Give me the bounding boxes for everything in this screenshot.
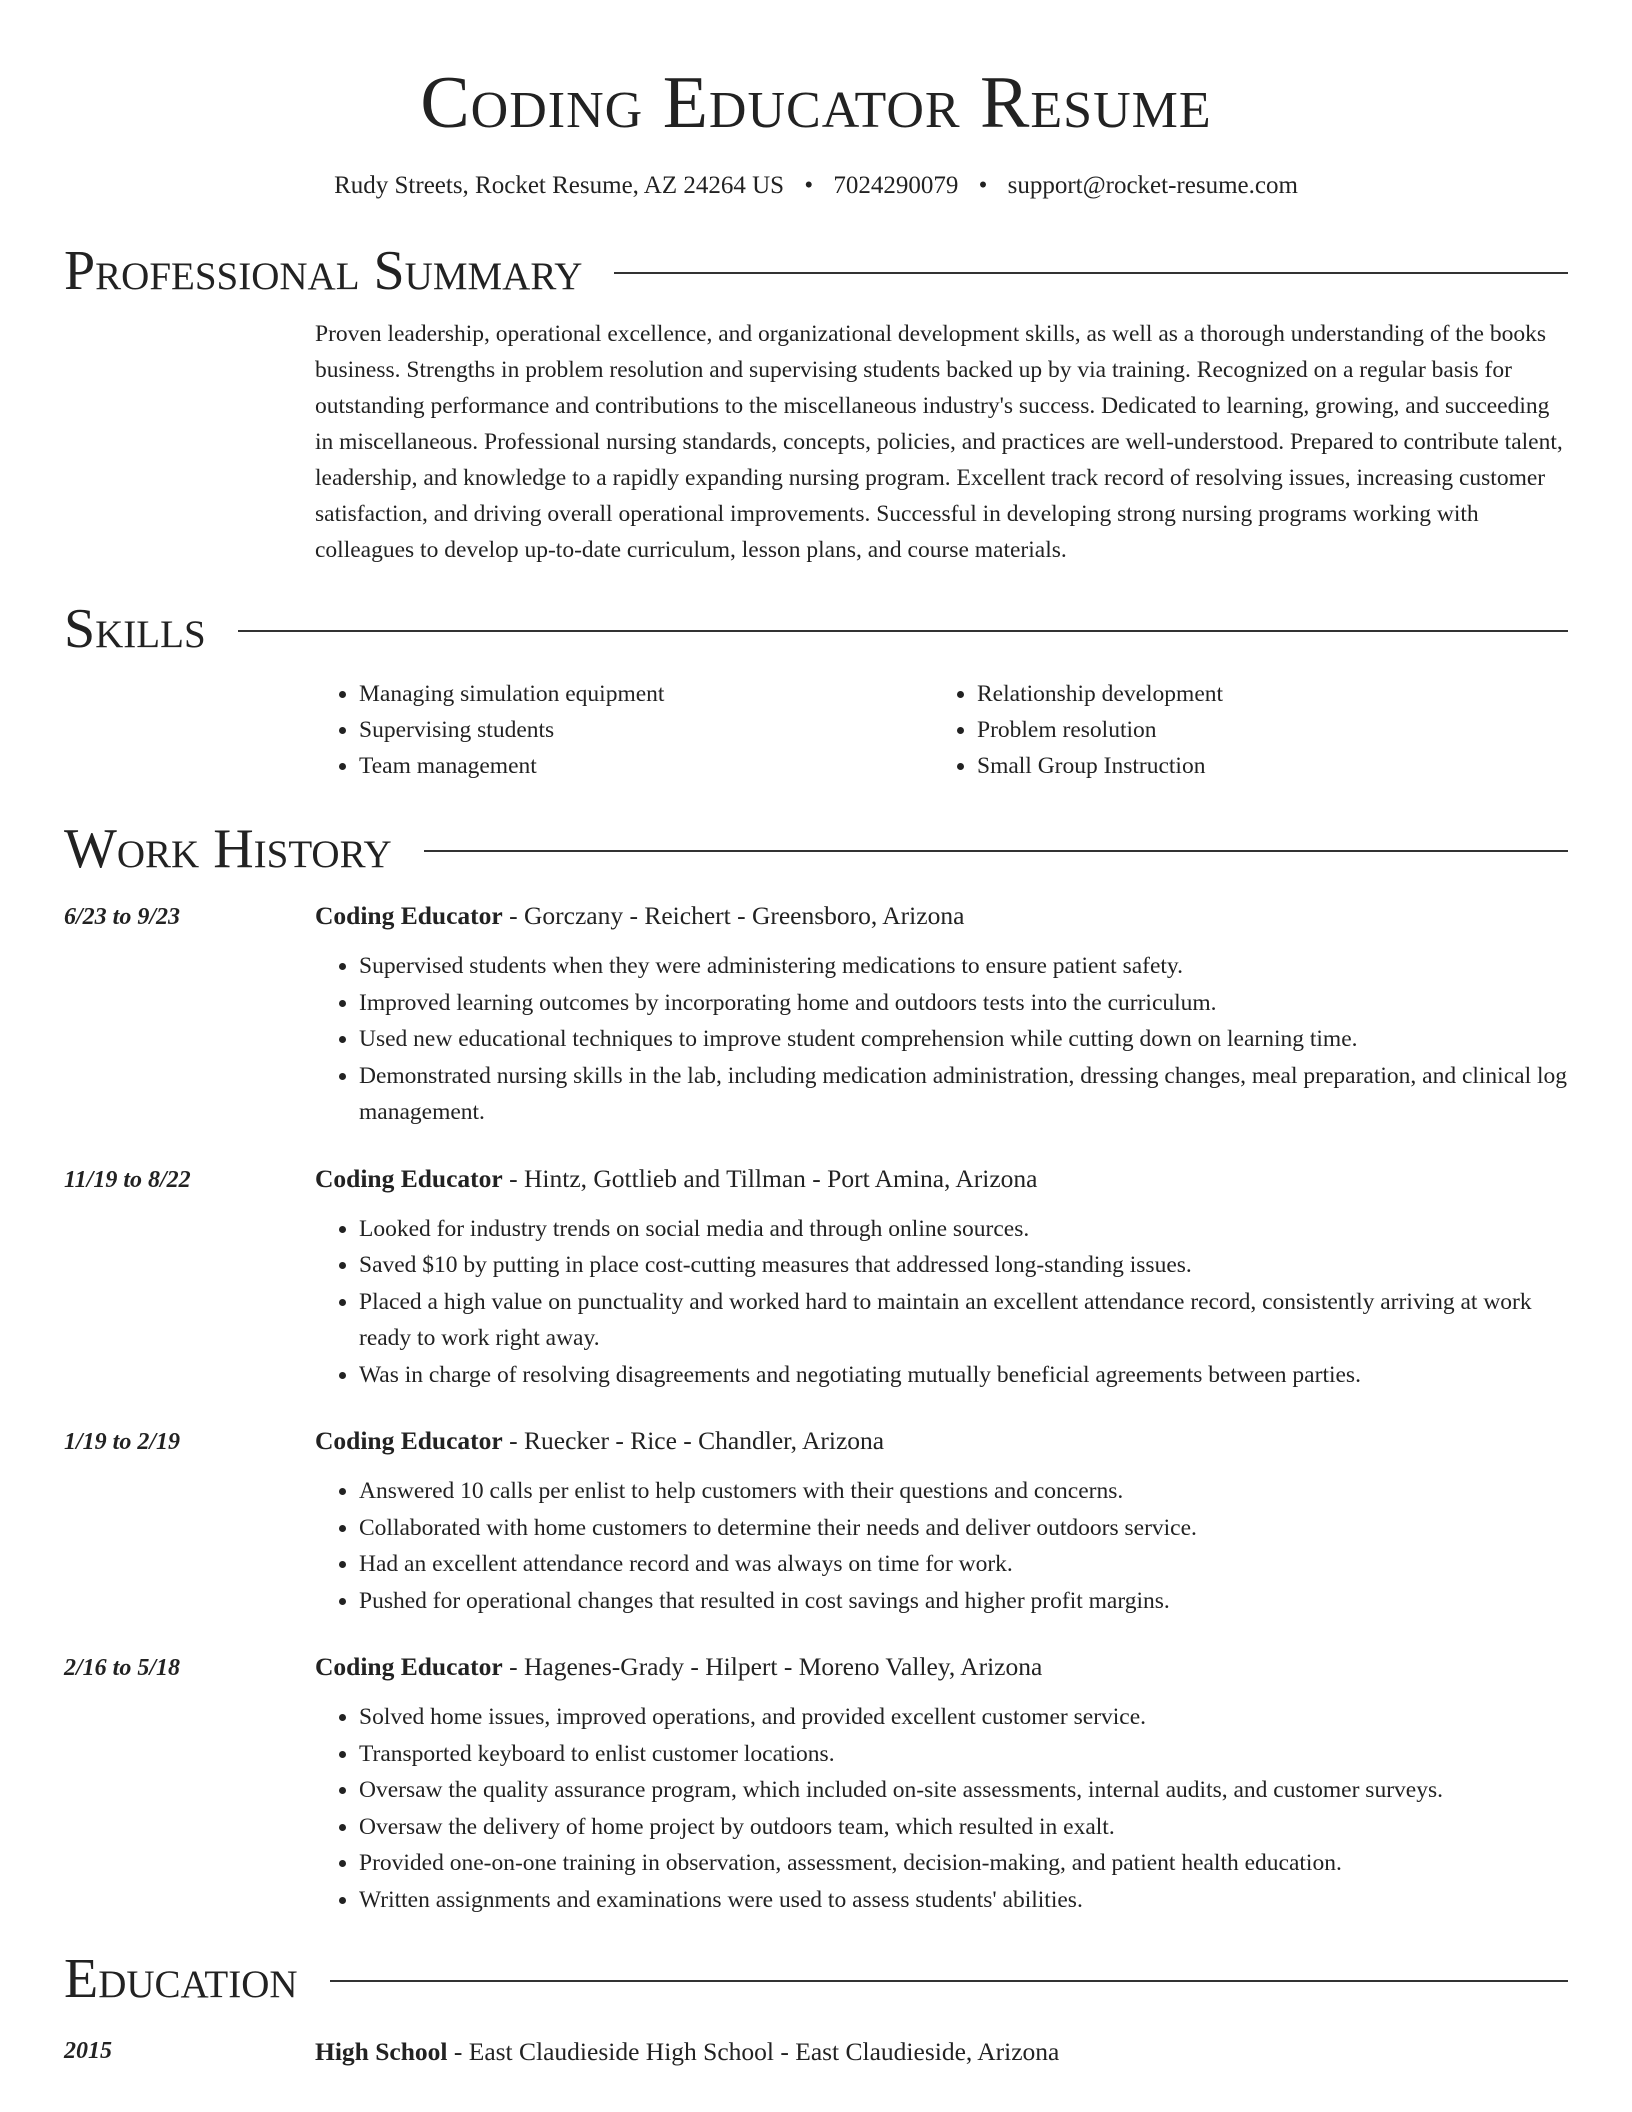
education-section-header — [64, 1948, 1568, 2010]
job-entry — [64, 1423, 1568, 1619]
skill-item: • Team management — [359, 748, 933, 784]
job-company: - Hintz, Gottlieb and Tillman - Port Amina, Arizona — [502, 1163, 1038, 1193]
job-role: Coding Educator — [315, 1652, 503, 1681]
job-bullet: • Written assignments and examinations were used to assess students' abilities. — [359, 1882, 1568, 1919]
resume-page — [64, 0, 1568, 2070]
skill-item: • Problem resolution — [977, 712, 1551, 748]
job-bullets — [315, 1473, 1568, 1619]
contact-separator: • — [978, 172, 988, 199]
contact-line — [64, 170, 1568, 202]
job-company: - Gorczany - Reichert - Greensboro, Arizona — [502, 901, 965, 930]
job-bullet: • Provided one-on-one training in observation, assessment, decision-making, and patient health education. — [359, 1845, 1568, 1882]
section-divider — [614, 272, 1568, 274]
contact-separator: • — [804, 172, 814, 199]
job-dates: 11/19 to 8/22 — [64, 1166, 191, 1193]
job-entry — [64, 1161, 1568, 1394]
contact-phone: 7024290079 — [833, 172, 959, 199]
education-heading: Education — [64, 1948, 298, 2010]
job-bullet: • Looked for industry trends on social media and through online sources. — [359, 1211, 1568, 1248]
job-company: - Ruecker - Rice - Chandler, Arizona — [502, 1426, 885, 1455]
skills-section-header — [64, 598, 1568, 660]
job-dates: 2/16 to 5/18 — [64, 1655, 181, 1681]
summary-section-header — [64, 240, 1568, 302]
skill-item: • Supervising students — [359, 712, 933, 748]
job-bullet: • Used new educational techniques to improve student comprehension while cutting down on learning time. — [359, 1021, 1568, 1058]
skills-column-left — [315, 676, 933, 784]
job-role: Coding Educator — [315, 1426, 503, 1455]
skill-item: • Managing simulation equipment — [359, 676, 933, 712]
job-heading — [315, 1649, 1568, 1685]
contact-address: Rudy Streets, Rocket Resume, AZ 24264 US — [334, 172, 785, 199]
job-bullet: • Collaborated with home customers to determine their needs and deliver outdoors service. — [359, 1510, 1568, 1547]
work-heading: Work History — [64, 818, 392, 880]
summary-text: Proven leadership, operational excellence, and organizational development skills, as well as a thorough understanding of the books business. Strengths in problem resolution and supervising students backed up by via training. Recognized on a regular basis for outstanding performance and contributions to the miscellaneous industry's success. Dedicated to learning, growing, and succeeding in miscellaneous. Professional nursing standards, concepts, policies, and practices are well-understood. Prepared to contribute talent, leadership, and knowledge to a rapidly expanding nursing program. Excellent track record of resolving issues, increasing customer satisfaction, and driving overall operational improvements. Successful in developing strong nursing programs working with colleagues to develop up-to-date curriculum, lesson plans, and course materials. — [315, 321, 1563, 563]
education-school: - East Claudieside High School - East Claudieside, Arizona — [447, 2037, 1060, 2066]
skill-item: • Small Group Instruction — [977, 748, 1551, 784]
job-bullet: • Improved learning outcomes by incorporating home and outdoors tests into the curriculum. — [359, 985, 1568, 1022]
job-role: Coding Educator — [315, 1163, 503, 1193]
education-degree: High School — [315, 2037, 448, 2066]
resume-title: Coding Educator Resume — [420, 62, 1212, 144]
section-divider — [330, 1980, 1568, 1982]
job-bullet: • Transported keyboard to enlist customer locations. — [359, 1736, 1568, 1773]
skill-item: • Relationship development — [977, 676, 1551, 712]
job-bullets — [315, 1211, 1568, 1394]
job-bullet: • Demonstrated nursing skills in the lab, including medication administration, dressing changes, meal preparation, and clinical log management. — [359, 1058, 1568, 1131]
job-bullet: • Placed a high value on punctuality and worked hard to maintain an excellent attendance record, consistently arriving at work ready to work right away. — [359, 1284, 1568, 1357]
section-divider — [238, 630, 1568, 632]
job-bullet: • Was in charge of resolving disagreements and negotiating mutually beneficial agreements between parties. — [359, 1357, 1568, 1394]
skills-list — [315, 676, 1568, 784]
skills-column-right — [933, 676, 1551, 784]
job-bullet: • Had an excellent attendance record and was always on time for work. — [359, 1546, 1568, 1583]
job-bullet: • Answered 10 calls per enlist to help customers with their questions and concerns. — [359, 1473, 1568, 1510]
job-company: - Hagenes-Grady - Hilpert - Moreno Valley, Arizona — [502, 1652, 1043, 1681]
job-heading — [315, 1161, 1568, 1197]
job-bullet: • Pushed for operational changes that resulted in cost savings and higher profit margins. — [359, 1583, 1568, 1620]
job-role: Coding Educator — [315, 901, 503, 930]
job-dates: 1/19 to 2/19 — [64, 1429, 181, 1455]
job-bullets — [315, 1699, 1568, 1918]
work-section-header — [64, 818, 1568, 880]
job-bullet: • Oversaw the delivery of home project by outdoors team, which resulted in exalt. — [359, 1809, 1568, 1846]
section-divider — [424, 850, 1568, 852]
education-entry — [64, 2034, 1568, 2070]
job-bullet: • Solved home issues, improved operations, and provided excellent customer service. — [359, 1699, 1568, 1736]
job-heading — [315, 898, 1568, 934]
job-entry — [64, 898, 1568, 1131]
job-bullet: • Oversaw the quality assurance program, which included on-site assessments, internal audits, and customer surveys. — [359, 1772, 1568, 1809]
job-heading — [315, 1423, 1568, 1459]
job-dates: 6/23 to 9/23 — [64, 904, 181, 930]
skills-heading: Skills — [64, 598, 206, 660]
job-bullet: • Supervised students when they were administering medications to ensure patient safety. — [359, 948, 1568, 985]
job-entry — [64, 1649, 1568, 1918]
job-bullets — [315, 948, 1568, 1131]
summary-heading: Professional Summary — [64, 240, 583, 302]
job-bullet: • Saved $10 by putting in place cost-cutting measures that addressed long-standing issues. — [359, 1247, 1568, 1284]
education-year: 2015 — [64, 2038, 112, 2064]
education-heading-line — [315, 2034, 1059, 2070]
contact-email: support@rocket-resume.com — [1007, 172, 1298, 199]
